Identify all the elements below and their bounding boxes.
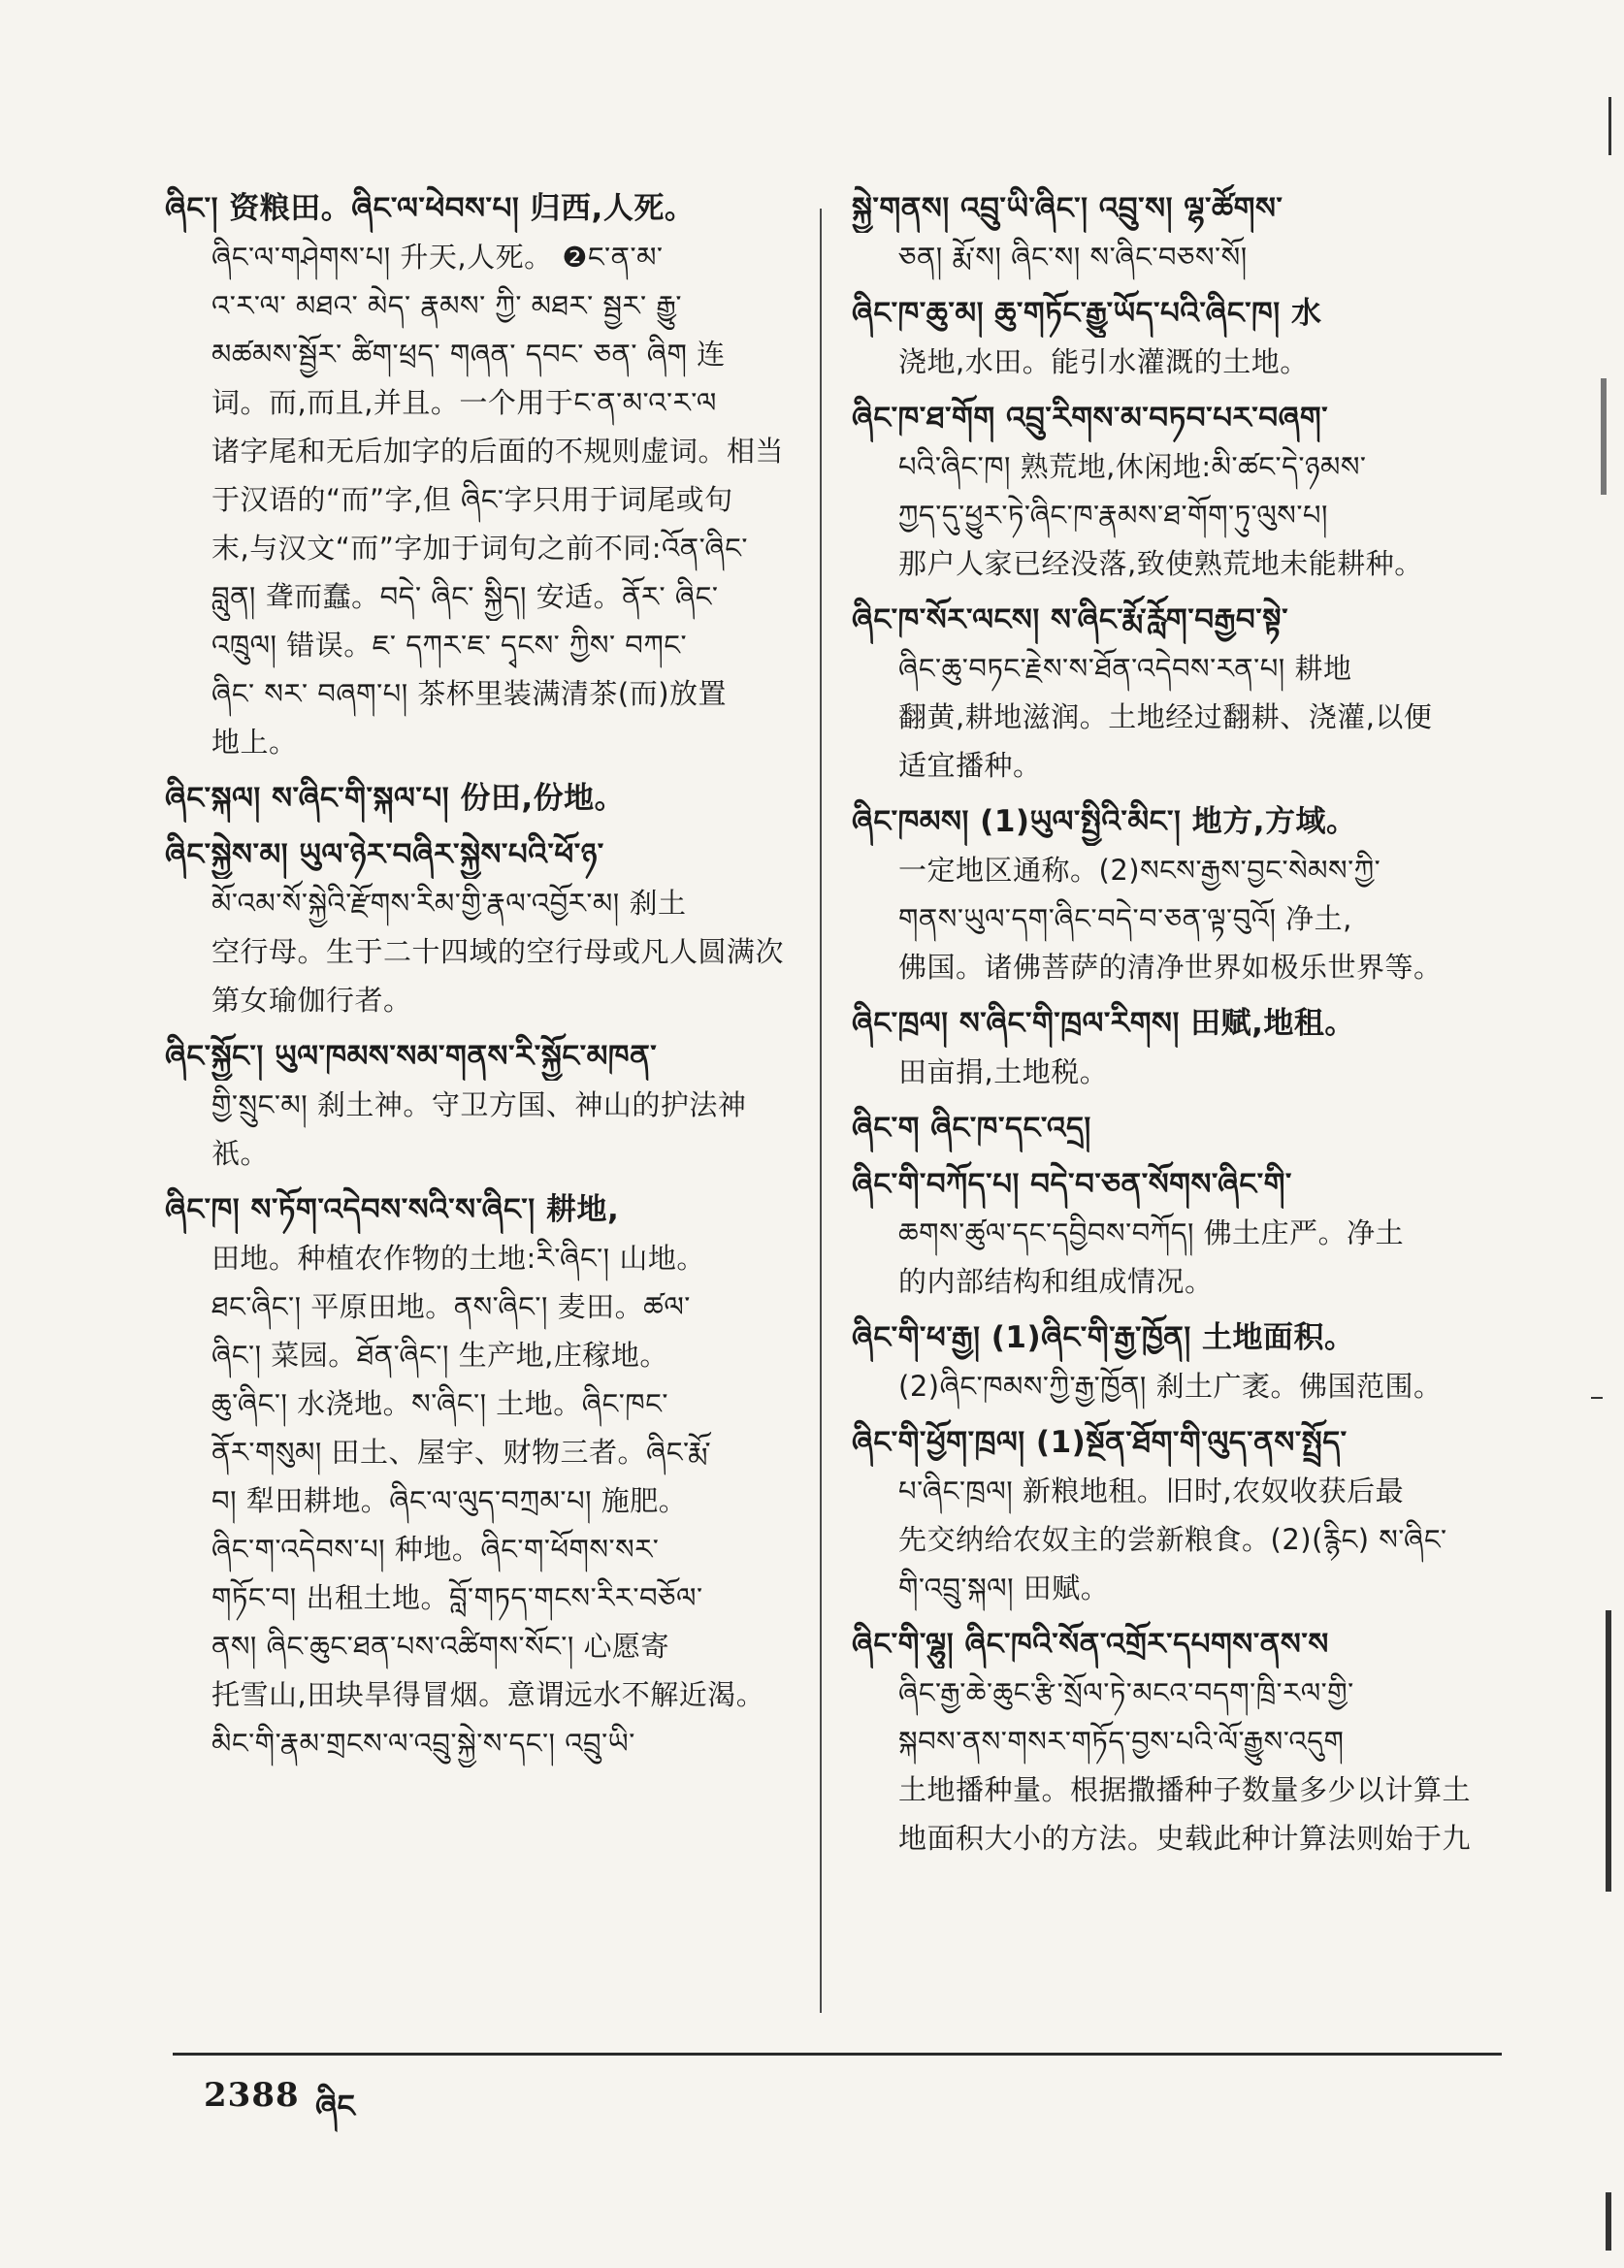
page-number: 2388: [204, 2076, 300, 2115]
dictionary-entry: [852, 1620, 1482, 1863]
entry-headline: སྐྱེ་གནས། འབྲུ་ཡི་ཞིང་། འབྲུ་ས། ལྷ་ཚོགས་: [852, 191, 1283, 226]
entry-headline: ཞིང་། 资粮田。ཞིང་ལ་ཕེབས་པ། 归西,人死。: [165, 191, 696, 226]
dictionary-entry: [852, 999, 1482, 1096]
entry-headline: ཞིང་གི་ཕྱོག་ཁྲལ། (1)སྔོན་ཐོག་གི་ལུད་ནས་སྤྲོད་: [852, 1425, 1348, 1460]
entry-text-line: མིང་གི་རྣམ་གྲངས་ལ་འབྲུ་སྐྱེ་ས་དང་། འབྲུ་ཡི་: [211, 1727, 635, 1760]
entry-text-line: ཀྱད་དུ་ཕྱུར་ཏེ་ཞིང་ཁ་རྣམས་ཐ་གོག་ཏུ་ལུས་པ།: [898, 499, 1328, 532]
entry-headline: ཞིང་སྐལ། ས་ཞིང་གི་སྐལ་པ། 份田,份地。: [165, 781, 626, 816]
entry-text-line: འ་ར་ལ་ མཐའ་ མེད་ རྣམས་ ཀྱི་ མཐར་ སྦྱར་ རྒྱུ་: [211, 289, 682, 322]
dictionary-entry: [165, 1185, 805, 1767]
dictionary-entry: [852, 596, 1482, 790]
entry-text-line: 一定地区通称。(2)སངས་རྒྱས་བྱང་སེམས་ཀྱི་: [898, 854, 1381, 887]
dictionary-entry: [852, 184, 1482, 281]
margin-mark: [1606, 2192, 1611, 2251]
entry-text-line: གནས་ཡུལ་དག་ཞིང་བདེ་བ་ཅན་ལྟ་བུའོ། 净土,: [898, 902, 1352, 935]
left-column: [165, 184, 805, 1775]
entry-text-line: 词。而,而且,并且。一个用于ང་ན་མ་འ་ར་ལ: [211, 386, 717, 419]
entry-headline: ཞིང་ཁ་སོར་ལངས། ས་ཞིང་རྨོ་རློག་བརྒྱབ་སྟེ་: [852, 602, 1289, 637]
entry-text-line: (2)ཞིང་ཁམས་ཀྱི་རྒྱ་ཁྱོན། 刹土广袤。佛国范围。: [898, 1370, 1443, 1403]
entry-text-line: ཞིང་། 菜园。ཐོན་ཞིང་། 生产地,庄稼地。: [211, 1339, 668, 1372]
entry-text-line: 先交纳给农奴主的尝新粮食。(2)(རྙིང) ས་ཞིང་: [898, 1523, 1447, 1556]
entry-text-line: སྐབས་ནས་གསར་གཏོད་བྱས་པའི་ལོ་རྒྱུས་འདུག: [898, 1725, 1345, 1758]
entry-text-line: 祇。: [211, 1137, 270, 1170]
dictionary-entry: [852, 1104, 1482, 1152]
entry-text-line: 田地。种植农作物的土地:རི་ཞིང་། 山地。: [211, 1242, 705, 1275]
dictionary-entry: [852, 797, 1482, 991]
entry-headline: ཞིང་སྐྱོང་། ཡུལ་ཁམས་སམ་གནས་རི་སྐྱོང་མཁན་: [165, 1039, 658, 1074]
dictionary-entry: [852, 394, 1482, 588]
dictionary-entry: [165, 830, 805, 1024]
entry-text-line: ཆུ་ཞིང་། 水浇地。ས་ཞིང་། 土地。ཞིང་ཁང་: [211, 1387, 668, 1420]
entry-headline: ཞིང་ཁ། ས་ཏོག་འདེབས་སའི་ས་ཞིང་། 耕地,: [165, 1192, 620, 1227]
entry-text-line: 土地播种量。根据撒播种子数量多少以计算土: [898, 1773, 1472, 1806]
dictionary-entry: [852, 1160, 1482, 1306]
entry-text-line: གི་འབྲུ་སྐལ། 田赋。: [898, 1571, 1110, 1604]
entry-text-line: 末,与汉文“而”字加于词句之前不同:འོན་ཞིང་: [211, 532, 748, 565]
entry-text-line: 浇地,水田。能引水灌溉的土地。: [898, 345, 1309, 378]
margin-mark: [1591, 1397, 1603, 1399]
entry-text-line: བླུན། 聋而蠢。བདེ་ ཞིང་ སྐྱིད། 安适。ནོར་ ཞིང་: [211, 580, 719, 613]
entry-text-line: མོ་འམ་སོ་སྐྱེའི་རྫོགས་རིམ་གྱི་རྣལ་འབྱོར་མ། 刹土: [211, 887, 687, 920]
entry-text-line: ཞིང་ སར་ བཞག་པ། 茶杯里装满清茶(而)放置: [211, 677, 728, 710]
entry-text-line: ཞིང་ལ་གཤེགས་པ། 升天,人死。 ❷ང་ན་མ་: [211, 241, 664, 274]
entry-headline: ཞིང་སྐྱེས་མ། ཡུལ་ཉེར་བཞིར་སྐྱེས་པའི་ཕོ་ཉ་: [165, 837, 604, 872]
entry-text-line: ནས། ཞིང་ཆུང་ཐན་པས་འཚིགས་སོང་། 心愿寄: [211, 1630, 670, 1663]
entry-text-line: བ། 犁田耕地。ཞིང་ལ་ལུད་བཀྲམ་པ། 施肥。: [211, 1484, 688, 1517]
dictionary-entry: [165, 774, 805, 823]
entry-text-line: ཞིང་ག་འདེབས་པ། 种地。ཞིང་ག་ཕོགས་སར་: [211, 1533, 660, 1566]
entry-headline: ཞིང་ག ཞིང་ཁ་དང་འདྲ།: [852, 1111, 1091, 1146]
entry-text-line: འཁྲུལ། 错误。ཇ་ དཀར་ཇ་ དྭངས་ ཀྱིས་ བཀང་: [211, 629, 688, 662]
entry-text-line: ཐང་ཞིང་། 平原田地。ནས་ཞིང་། 麦田。ཚལ་: [211, 1290, 691, 1323]
entry-text-line: 于汉语的“而”字,但 ཞིང་字只用于词尾或句: [211, 483, 733, 516]
entry-headline: ཞིང་གི་བཀོད་པ། བདེ་བ་ཅན་སོགས་ཞིང་གི་: [852, 1167, 1292, 1202]
entry-text-line: 第女瑜伽行者。: [211, 984, 412, 1017]
running-head: ཞིང: [315, 2088, 355, 2124]
entry-headline: ཞིང་ཁ་ཆུ་མ། ཆུ་གཏོང་རྒྱུ་ཡོད་པའི་ཞིང་ཁ། 水: [852, 296, 1322, 331]
footer-rule: [173, 2053, 1502, 2056]
entry-text-line: 田亩捐,土地税。: [898, 1055, 1109, 1088]
entry-text-line: ཞིང་རྒྱ་ཆེ་ཆུང་རྩི་སྲོལ་ཏེ་མངའ་བདག་ཁྲི་རལ་གྱི་: [898, 1676, 1354, 1709]
dictionary-entry: [852, 1418, 1482, 1612]
entry-headline: ཞིང་ཁམས། (1)ཡུལ་སྤྱིའི་མིང་། 地方,方域。: [852, 804, 1357, 839]
entry-text-line: ཞིང་ཆུ་བཏང་རྗེས་ས་ཐོན་འདེབས་རན་པ། 耕地: [898, 652, 1352, 685]
entry-headline: ཞིང་གི་ལྷུ། ཞིང་ཁའི་སོན་འགྲོར་དཔགས་ནས་ས: [852, 1627, 1329, 1662]
entry-text-line: 地面积大小的方法。史载此种计算法则始于九: [898, 1822, 1472, 1855]
margin-mark: [1606, 1610, 1611, 1892]
margin-mark: [1601, 378, 1607, 495]
entry-text-line: པའི་ཞིང་ཁ། 熟荒地,休闲地:མི་ཚང་དེ་ཉམས་: [898, 450, 1367, 483]
entry-text-line: གྱི་སྲུང་མ། 刹土神。守卫方国、神山的护法神: [211, 1088, 747, 1121]
dictionary-entry: [165, 1032, 805, 1178]
dictionary-entry: [852, 1313, 1482, 1410]
entry-headline: ཞིང་གི་ཕ་རྒྱ། (1)ཞིང་གི་རྒྱ་ཁྱོན། 土地面积。: [852, 1320, 1355, 1355]
entry-text-line: 诸字尾和无后加字的后面的不规则虚词。相当: [211, 435, 785, 468]
entry-text-line: 托雪山,田块旱得冒烟。意谓远水不解近渴。: [211, 1678, 765, 1711]
entry-text-line: 那户人家已经没落,致使熟荒地未能耕种。: [898, 547, 1423, 580]
margin-mark: [1608, 97, 1611, 155]
entry-text-line: 空行母。生于二十四域的空行母或凡人圆满次: [211, 935, 785, 968]
dictionary-entry: [165, 184, 805, 766]
entry-text-line: མཚམས་སྦྱོར་ ཚིག་ཕྲད་ གཞན་ དབང་ ཅན་ ཞིག 连: [211, 338, 726, 371]
entry-text-line: 地上。: [211, 726, 298, 759]
entry-text-line: ཅན། རྨོ་ས། ཞིང་ས། ས་ཞིང་བཅས་སོ།: [898, 241, 1248, 274]
entry-text-line: ནོར་གསུམ། 田土、屋宇、财物三者。ཞིང་རྨོ་: [211, 1436, 712, 1469]
entry-headline: ཞིང་ཁྲལ། ས་ཞིང་གི་ཁྲལ་རིགས། 田赋,地租。: [852, 1006, 1355, 1041]
entry-text-line: པ་ཞིང་ཁྲལ། 新粮地租。旧时,农奴收获后最: [898, 1474, 1405, 1507]
entry-text-line: 翻黄,耕地滋润。土地经过翻耕、浇灌,以便: [898, 700, 1433, 733]
entry-text-line: 佛国。诸佛菩萨的清净世界如极乐世界等。: [898, 951, 1443, 984]
entry-text-line: གཏོང་བ། 出租土地。བློ་གཏད་གངས་རིར་བཅོལ་: [211, 1581, 703, 1614]
column-divider: [820, 209, 822, 2013]
entry-text-line: 的内部结构和组成情况。: [898, 1265, 1214, 1298]
entry-headline: ཞིང་ཁ་ཐ་གོག འབྲུ་རིགས་མ་བཏབ་པར་བཞག་: [852, 401, 1329, 436]
dictionary-entry: [852, 289, 1482, 386]
entry-text-line: 适宜播种。: [898, 749, 1042, 782]
right-column: [852, 184, 1482, 1870]
entry-text-line: ཆགས་ཚུལ་དང་དབྱིབས་བཀོད། 佛土庄严。净土: [898, 1216, 1405, 1249]
